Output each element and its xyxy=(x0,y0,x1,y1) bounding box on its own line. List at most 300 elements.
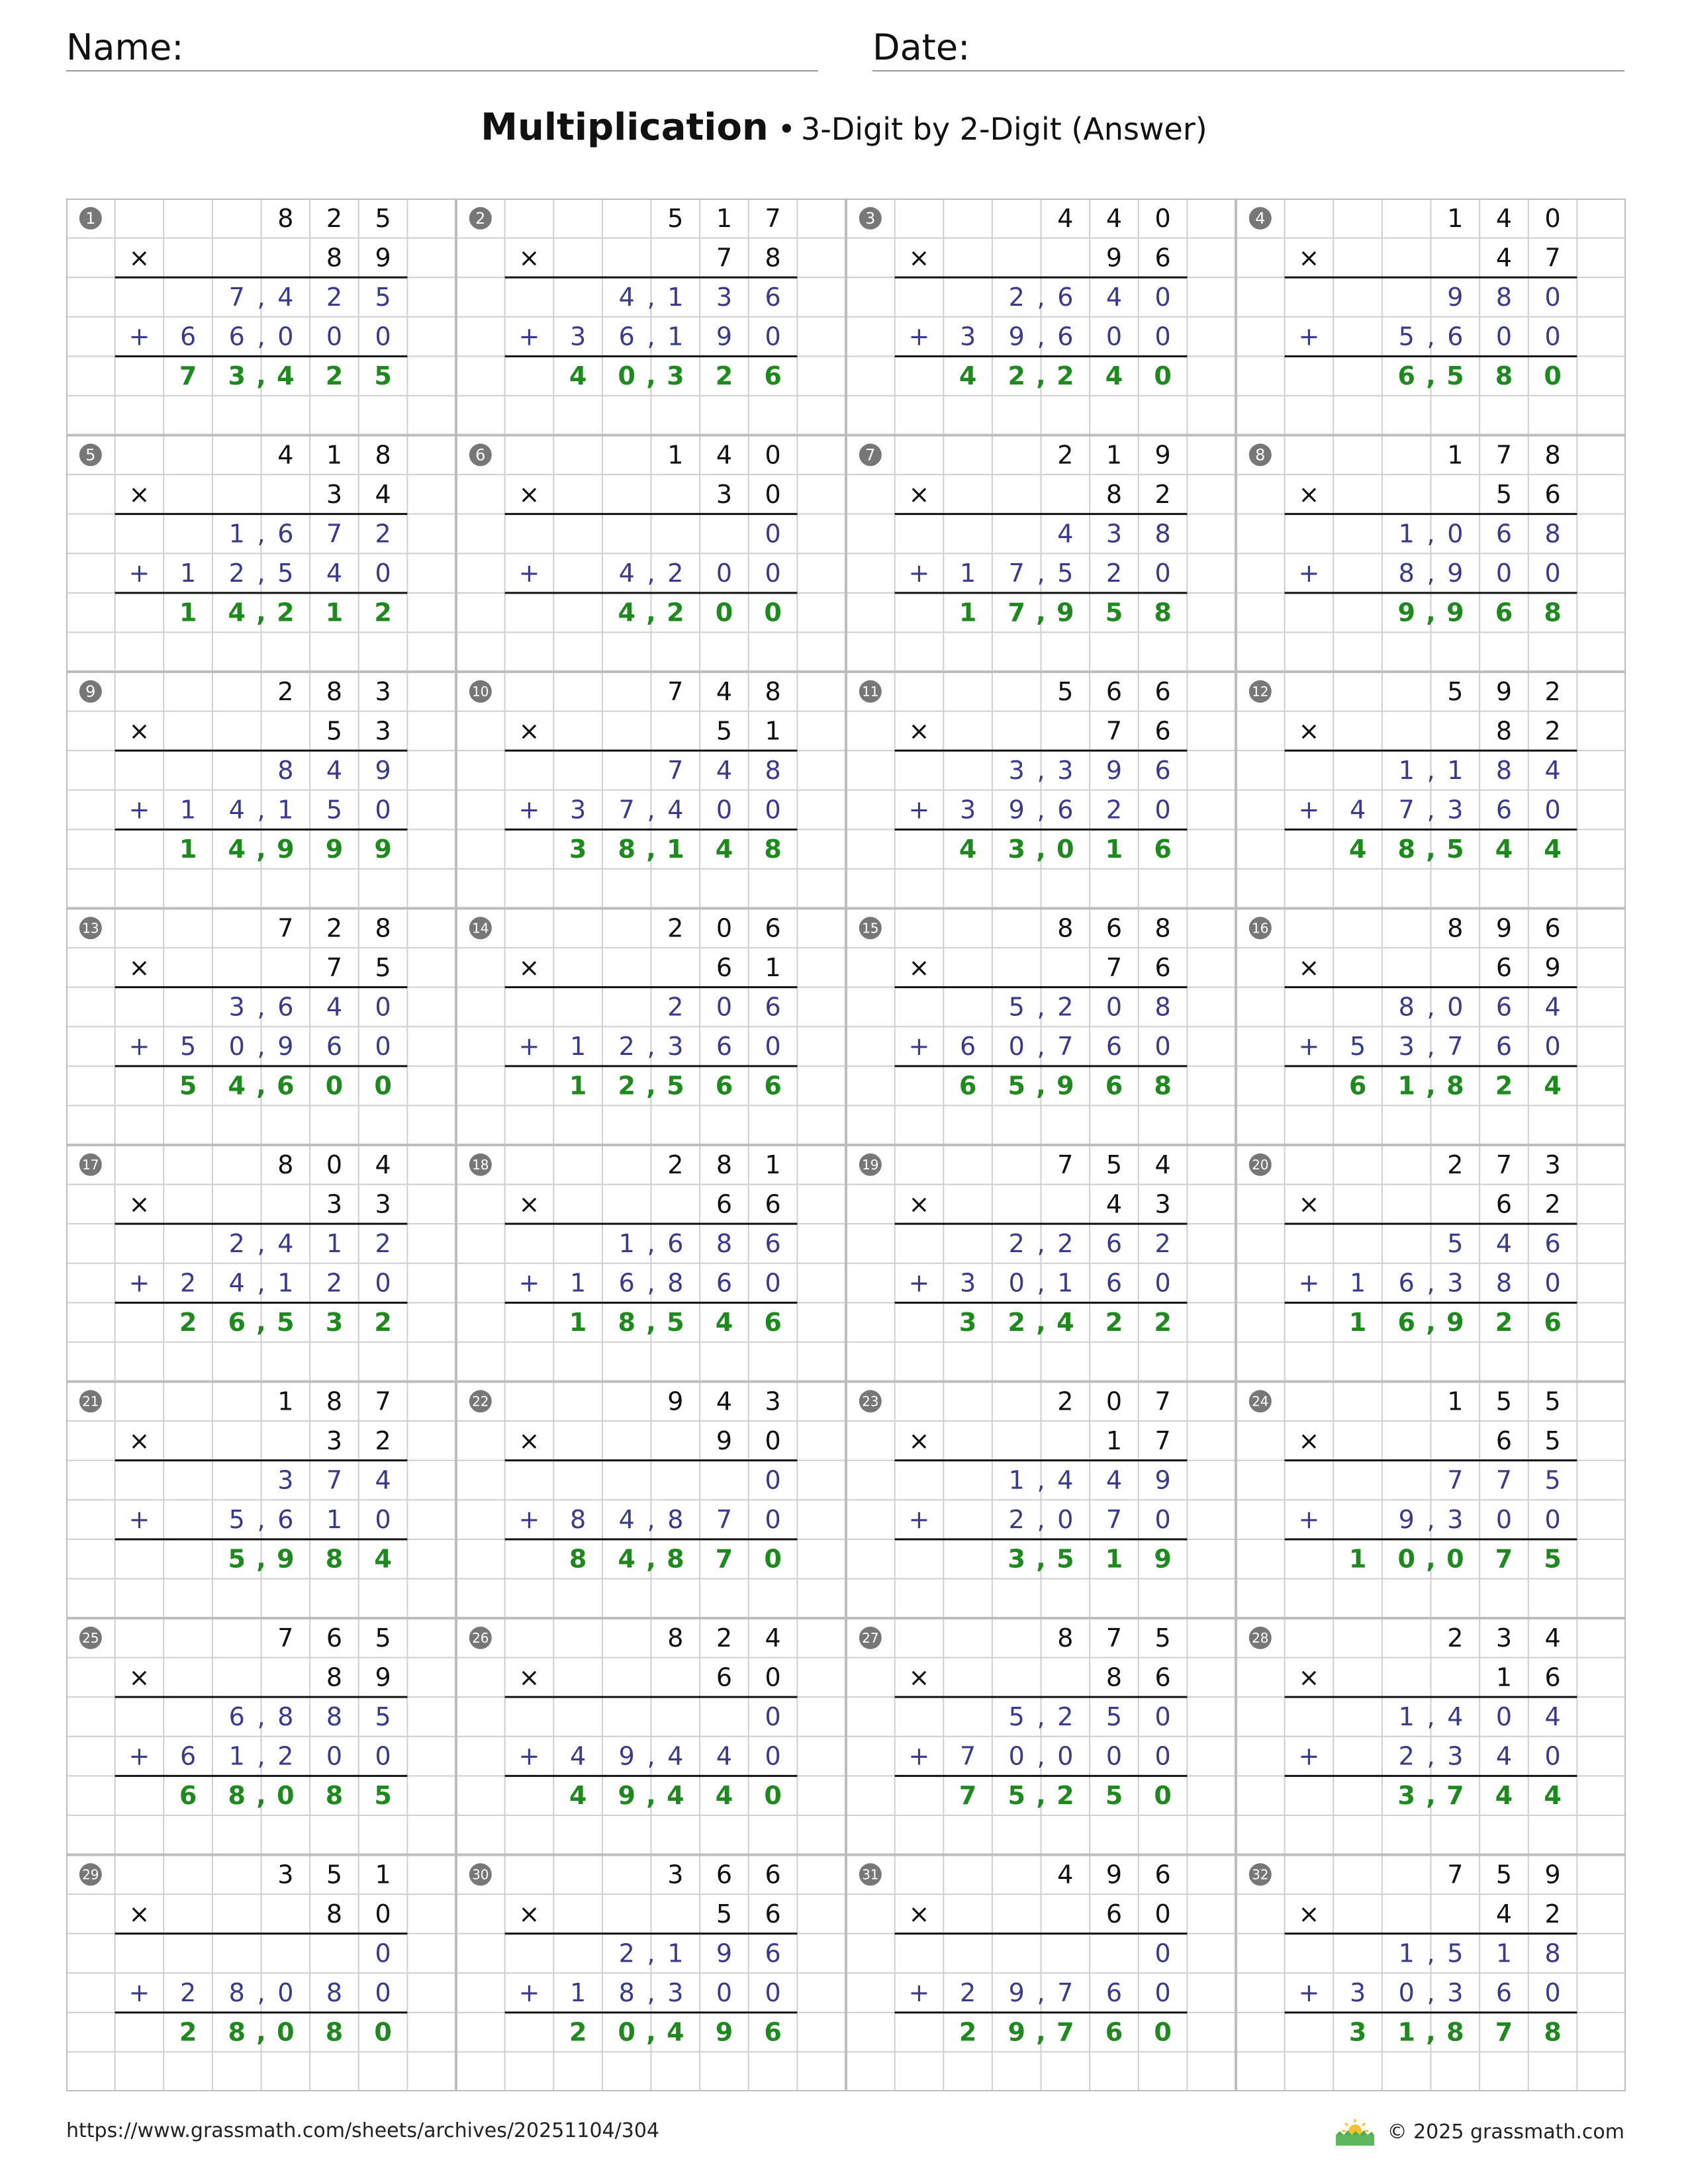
partial-product-digit: 5 xyxy=(1008,992,1025,1022)
multiplicand-digit: 6 xyxy=(1544,913,1561,943)
answer-digit: 4 xyxy=(715,1781,733,1811)
problem-number: 11 xyxy=(862,683,879,700)
answer-digit: 4 xyxy=(715,835,733,864)
problem-number: 14 xyxy=(472,920,489,936)
problem-number: 19 xyxy=(862,1156,879,1173)
answer-digit: 0 xyxy=(1397,1544,1415,1574)
answer-digit: 2 xyxy=(569,2017,587,2047)
plus-sign: + xyxy=(908,1978,930,2008)
partial-product-digit: 2 xyxy=(1008,1505,1025,1535)
comma: , xyxy=(647,1741,655,1771)
footer-url[interactable]: https://www.grassmath.com/sheets/archives/20251104/304 xyxy=(66,2119,660,2142)
multiplicand-digit: 2 xyxy=(1447,1150,1464,1179)
multiplicand-digit: 4 xyxy=(375,1150,391,1179)
times-sign: × xyxy=(1298,1899,1320,1929)
comma: , xyxy=(257,282,265,312)
partial-product-digit: 1 xyxy=(1349,1268,1366,1298)
multiplicand-digit: 1 xyxy=(1105,440,1123,470)
partial-product-digit: 3 xyxy=(1447,1505,1464,1535)
problem-number: 1 xyxy=(85,208,96,228)
partial-product-digit: 0 xyxy=(277,1978,294,2008)
answer-digit: 9 xyxy=(1446,598,1464,627)
partial-product-digit: 2 xyxy=(179,1978,197,2008)
multiplicand-digit: 1 xyxy=(277,1387,294,1416)
plus-sign: + xyxy=(1298,1741,1320,1771)
multiplier-digit: 2 xyxy=(1544,716,1561,746)
multiplier-digit: 4 xyxy=(375,479,391,509)
partial-product-digit: 0 xyxy=(1154,1268,1171,1298)
multiplicand-digit: 6 xyxy=(1154,676,1171,706)
answer-digit: 8 xyxy=(1397,835,1415,864)
partial-product-digit: 0 xyxy=(1544,1505,1561,1535)
multiplicand-digit: 4 xyxy=(716,1387,733,1416)
answer-digit: 0 xyxy=(1056,835,1074,864)
comma: , xyxy=(1426,1544,1436,1574)
multiplier-digit: 8 xyxy=(326,1662,343,1692)
multiplier-digit: 4 xyxy=(1105,1189,1123,1219)
answer-digit: 6 xyxy=(1495,598,1513,627)
comma: , xyxy=(1037,1268,1045,1298)
partial-product-digit: 7 xyxy=(1008,559,1025,588)
partial-product-digit: 0 xyxy=(375,1268,391,1298)
comma: , xyxy=(257,795,265,825)
comma: , xyxy=(1426,1071,1436,1101)
partial-product-digit: 0 xyxy=(326,322,343,351)
multiplicand-digit: 8 xyxy=(326,676,343,706)
partial-product-digit: 0 xyxy=(765,1465,781,1495)
answer-digit: 0 xyxy=(325,1071,344,1101)
partial-product-digit: 2 xyxy=(228,1228,245,1258)
partial-product-digit: 5 xyxy=(277,559,294,588)
partial-product-digit: 0 xyxy=(1057,1505,1074,1535)
partial-product-digit: 1 xyxy=(277,795,294,825)
partial-product-digit: 4 xyxy=(277,282,294,312)
answer-digit: 8 xyxy=(1544,598,1562,627)
multiplicand-digit: 8 xyxy=(667,1623,684,1653)
answer-digit: 8 xyxy=(228,2017,246,2047)
answer-digit: 0 xyxy=(374,2017,392,2047)
partial-product-digit: 6 xyxy=(765,1938,781,1968)
plus-sign: + xyxy=(908,1505,930,1535)
partial-product-digit: 6 xyxy=(228,1702,245,1731)
problem-number: 5 xyxy=(85,445,96,465)
times-sign: × xyxy=(908,1899,930,1929)
plus-sign: + xyxy=(518,795,540,825)
answer-digit: 0 xyxy=(764,1781,782,1811)
partial-product-digit: 0 xyxy=(375,1741,391,1771)
partial-product-digit: 4 xyxy=(1495,1741,1513,1771)
multiplier-digit: 5 xyxy=(1544,1426,1561,1455)
multiplicand-digit: 1 xyxy=(1447,1387,1464,1416)
multiplier-digit: 6 xyxy=(716,1662,733,1692)
multiplier-digit: 7 xyxy=(716,243,733,273)
partial-product-digit: 6 xyxy=(326,1032,343,1062)
partial-product-digit: 0 xyxy=(1544,1032,1561,1062)
answer-digit: 3 xyxy=(959,1308,977,1338)
partial-product-digit: 3 xyxy=(569,322,586,351)
answer-digit: 4 xyxy=(569,1781,587,1811)
times-sign: × xyxy=(518,479,540,509)
partial-product-digit: 7 xyxy=(959,1741,976,1771)
multiplicand-digit: 5 xyxy=(1057,676,1074,706)
multiplier-digit: 6 xyxy=(1154,1662,1171,1692)
multiplicand-digit: 7 xyxy=(277,1623,294,1653)
times-sign: × xyxy=(908,1189,930,1219)
answer-digit: 5 xyxy=(1446,835,1464,864)
answer-digit: 8 xyxy=(1446,2017,1464,2047)
partial-product-digit: 3 xyxy=(1349,1978,1366,2008)
comma: , xyxy=(1427,1978,1435,2008)
partial-product-digit: 1 xyxy=(179,795,197,825)
multiplicand-digit: 8 xyxy=(765,676,781,706)
multiplicand-digit: 2 xyxy=(1057,1387,1074,1416)
partial-product-digit: 0 xyxy=(1154,1938,1171,1968)
answer-digit: 3 xyxy=(1348,2017,1367,2047)
comma: , xyxy=(1427,1702,1435,1731)
partial-product-digit: 7 xyxy=(1398,795,1415,825)
partial-product-digit: 0 xyxy=(1447,992,1464,1022)
partial-product-digit: 0 xyxy=(375,559,391,588)
partial-product-digit: 3 xyxy=(277,1465,294,1495)
problem-number: 24 xyxy=(1252,1393,1269,1410)
answer-digit: 3 xyxy=(228,361,246,391)
multiplicand-digit: 8 xyxy=(277,203,294,233)
times-sign: × xyxy=(1298,952,1320,982)
partial-product-digit: 5 xyxy=(326,795,343,825)
answer-digit: 3 xyxy=(1008,1544,1025,1574)
partial-product-digit: 0 xyxy=(375,992,391,1022)
multiplicand-digit: 2 xyxy=(716,1623,733,1653)
multiplicand-digit: 3 xyxy=(765,1387,781,1416)
multiplier-digit: 0 xyxy=(765,1662,781,1692)
answer-digit: 9 xyxy=(277,1544,295,1574)
times-sign: × xyxy=(128,1426,150,1455)
answer-digit: 2 xyxy=(1495,1071,1513,1101)
comma: , xyxy=(1036,598,1046,627)
plus-sign: + xyxy=(128,322,150,351)
date-field[interactable] xyxy=(872,25,1624,71)
partial-product-digit: 1 xyxy=(667,282,684,312)
partial-product-digit: 0 xyxy=(765,1032,781,1062)
partial-product-digit: 0 xyxy=(765,322,781,351)
answer-digit: 4 xyxy=(618,1544,635,1574)
partial-product-digit: 8 xyxy=(1544,1938,1561,1968)
problem-number: 32 xyxy=(1252,1866,1269,1883)
partial-product-digit: 0 xyxy=(1447,519,1464,549)
partial-product-digit: 0 xyxy=(1544,1268,1561,1298)
answer-digit: 6 xyxy=(1105,2017,1123,2047)
partial-product-digit: 2 xyxy=(1057,992,1074,1022)
multiplicand-digit: 3 xyxy=(375,676,391,706)
problem-number: 18 xyxy=(472,1156,489,1173)
partial-product-digit: 4 xyxy=(1544,755,1561,785)
multiplier-digit: 6 xyxy=(1544,479,1561,509)
plus-sign: + xyxy=(518,1032,540,1062)
partial-product-digit: 7 xyxy=(228,282,245,312)
partial-product-digit: 6 xyxy=(618,322,635,351)
partial-product-digit: 8 xyxy=(326,1702,343,1731)
partial-product-digit: 6 xyxy=(1105,1032,1123,1062)
partial-product-digit: 1 xyxy=(1495,1938,1513,1968)
plus-sign: + xyxy=(518,1978,540,2008)
multiplier-digit: 8 xyxy=(1495,716,1513,746)
multiplier-digit: 6 xyxy=(765,1189,781,1219)
answer-digit: 5 xyxy=(374,361,392,391)
multiplier-digit: 0 xyxy=(765,1426,781,1455)
partial-product-digit: 0 xyxy=(1008,1032,1025,1062)
answer-digit: 6 xyxy=(179,1781,197,1811)
answer-digit: 0 xyxy=(618,361,635,391)
answer-digit: 0 xyxy=(764,598,782,627)
multiplicand-digit: 4 xyxy=(1544,1623,1561,1653)
partial-product-digit: 1 xyxy=(277,1268,294,1298)
comma: , xyxy=(256,1308,266,1338)
problem-number: 3 xyxy=(865,208,876,228)
plus-sign: + xyxy=(518,1741,540,1771)
answer-digit: 7 xyxy=(1495,2017,1513,2047)
partial-product-digit: 0 xyxy=(1495,1505,1513,1535)
partial-product-digit: 6 xyxy=(179,1741,197,1771)
worksheet-title xyxy=(0,105,1688,152)
partial-product-digit: 3 xyxy=(228,992,245,1022)
comma: , xyxy=(256,835,266,864)
partial-product-digit: 5 xyxy=(1057,559,1074,588)
problem-number: 27 xyxy=(862,1629,879,1646)
multiplier-digit: 4 xyxy=(1495,243,1513,273)
multiplicand-digit: 8 xyxy=(1057,913,1074,943)
partial-product-digit: 6 xyxy=(716,1032,733,1062)
comma: , xyxy=(1426,361,1436,391)
answer-digit: 4 xyxy=(228,835,246,864)
multiplicand-digit: 0 xyxy=(765,440,781,470)
partial-product-digit: 1 xyxy=(326,1505,343,1535)
multiplicand-digit: 2 xyxy=(1447,1623,1464,1653)
times-sign: × xyxy=(518,716,540,746)
answer-digit: 5 xyxy=(374,1781,392,1811)
multiplicand-digit: 4 xyxy=(716,440,733,470)
partial-product-digit: 8 xyxy=(1154,992,1171,1022)
answer-digit: 3 xyxy=(667,361,684,391)
answer-digit: 0 xyxy=(1544,361,1562,391)
answer-digit: 6 xyxy=(228,1308,246,1338)
partial-product-digit: 6 xyxy=(765,1228,781,1258)
partial-product-digit: 8 xyxy=(1398,559,1415,588)
answer-digit: 6 xyxy=(764,1308,782,1338)
plus-sign: + xyxy=(518,1268,540,1298)
answer-digit: 0 xyxy=(618,2017,635,2047)
partial-product-digit: 4 xyxy=(228,795,245,825)
partial-product-digit: 6 xyxy=(618,1268,635,1298)
problem-number: 4 xyxy=(1255,208,1266,228)
title-main: Multiplication xyxy=(481,106,769,149)
comma: , xyxy=(647,1505,655,1535)
multiplicand-digit: 8 xyxy=(716,1150,733,1179)
plus-sign: + xyxy=(908,795,930,825)
partial-product-digit: 7 xyxy=(1057,1032,1074,1062)
problem-grid xyxy=(66,199,1626,2091)
partial-product-digit: 5 xyxy=(1447,1228,1464,1258)
comma: , xyxy=(1427,1741,1435,1771)
multiplier-digit: 5 xyxy=(326,716,343,746)
comma: , xyxy=(1036,1071,1046,1101)
partial-product-digit: 6 xyxy=(1544,1228,1561,1258)
comma: , xyxy=(1036,1544,1046,1574)
partial-product-digit: 9 xyxy=(1447,282,1464,312)
answer-digit: 9 xyxy=(374,835,392,864)
partial-product-digit: 1 xyxy=(1398,519,1415,549)
partial-product-digit: 6 xyxy=(1105,1228,1123,1258)
comma: , xyxy=(1037,322,1045,351)
partial-product-digit: 5 xyxy=(1349,1032,1366,1062)
partial-product-digit: 3 xyxy=(1447,1741,1464,1771)
comma: , xyxy=(1037,1978,1045,2008)
answer-digit: 6 xyxy=(764,2017,782,2047)
comma: , xyxy=(646,835,656,864)
answer-digit: 1 xyxy=(1348,1308,1367,1338)
partial-product-digit: 6 xyxy=(716,1268,733,1298)
partial-product-digit: 7 xyxy=(326,1465,343,1495)
problem-number: 26 xyxy=(472,1629,489,1646)
comma: , xyxy=(646,1308,656,1338)
partial-product-digit: 6 xyxy=(1495,519,1513,549)
partial-product-digit: 7 xyxy=(667,755,684,785)
comma: , xyxy=(1426,1308,1436,1338)
partial-product-digit: 6 xyxy=(1495,1978,1513,2008)
multiplicand-digit: 5 xyxy=(1447,676,1464,706)
times-sign: × xyxy=(908,716,930,746)
partial-product-digit: 1 xyxy=(667,322,684,351)
multiplicand-digit: 3 xyxy=(277,1860,294,1889)
comma: , xyxy=(257,559,265,588)
partial-product-digit: 0 xyxy=(1154,1702,1171,1731)
partial-product-digit: 5 xyxy=(179,1032,197,1062)
answer-digit: 2 xyxy=(1056,1781,1074,1811)
answer-digit: 8 xyxy=(618,1308,635,1338)
answer-digit: 6 xyxy=(715,1071,733,1101)
multiplicand-digit: 6 xyxy=(1105,913,1123,943)
partial-product-digit: 0 xyxy=(1105,322,1123,351)
partial-product-digit: 9 xyxy=(1154,1465,1171,1495)
copyright-text: © 2025 grassmath.com xyxy=(1387,2120,1624,2144)
partial-product-digit: 0 xyxy=(326,1741,343,1771)
times-sign: × xyxy=(128,243,150,273)
multiplicand-digit: 2 xyxy=(667,1150,684,1179)
partial-product-digit: 8 xyxy=(667,1268,684,1298)
answer-digit: 8 xyxy=(228,1781,246,1811)
comma: , xyxy=(1036,1308,1046,1338)
partial-product-digit: 5 xyxy=(228,1505,245,1535)
multiplier-digit: 5 xyxy=(716,716,733,746)
partial-product-digit: 0 xyxy=(1544,1741,1561,1771)
answer-digit: 4 xyxy=(1056,1308,1074,1338)
comma: , xyxy=(647,795,655,825)
answer-digit: 9 xyxy=(1397,598,1415,627)
answer-digit: 1 xyxy=(1105,1544,1123,1574)
comma: , xyxy=(1427,992,1435,1022)
partial-product-digit: 0 xyxy=(375,1505,391,1535)
partial-product-digit: 9 xyxy=(1398,1505,1415,1535)
partial-product-digit: 4 xyxy=(1105,1465,1123,1495)
multiplicand-digit: 4 xyxy=(1495,203,1513,233)
partial-product-digit: 3 xyxy=(1398,1032,1415,1062)
partial-product-digit: 6 xyxy=(1398,1268,1415,1298)
plus-sign: + xyxy=(908,1032,930,1062)
partial-product-digit: 5 xyxy=(1008,1702,1025,1731)
answer-digit: 9 xyxy=(277,835,295,864)
answer-digit: 2 xyxy=(325,361,344,391)
partial-product-digit: 2 xyxy=(667,559,684,588)
multiplier-digit: 6 xyxy=(1495,1189,1513,1219)
name-field[interactable] xyxy=(66,25,818,71)
answer-digit: 4 xyxy=(667,1781,684,1811)
answer-digit: 2 xyxy=(1154,1308,1172,1338)
plus-sign: + xyxy=(1298,1268,1320,1298)
comma: , xyxy=(257,1032,265,1062)
answer-digit: 2 xyxy=(1008,1308,1025,1338)
partial-product-digit: 0 xyxy=(1008,1741,1025,1771)
partial-product-digit: 1 xyxy=(179,559,197,588)
multiplicand-digit: 7 xyxy=(667,676,684,706)
answer-digit: 4 xyxy=(228,1071,246,1101)
answer-digit: 5 xyxy=(1008,1071,1025,1101)
multiplier-digit: 6 xyxy=(1154,716,1171,746)
partial-product-digit: 0 xyxy=(1154,1032,1171,1062)
plus-sign: + xyxy=(128,559,150,588)
partial-product-digit: 2 xyxy=(228,559,245,588)
answer-digit: 7 xyxy=(179,361,197,391)
partial-product-digit: 1 xyxy=(959,559,976,588)
partial-product-digit: 0 xyxy=(375,322,391,351)
multiplicand-digit: 5 xyxy=(375,1623,391,1653)
multiplicand-digit: 1 xyxy=(1447,203,1464,233)
comma: , xyxy=(256,1781,266,1811)
multiplicand-digit: 6 xyxy=(1154,1860,1171,1889)
partial-product-digit: 6 xyxy=(1495,795,1513,825)
multiplier-digit: 2 xyxy=(1544,1189,1561,1219)
partial-product-digit: 8 xyxy=(326,1978,343,2008)
partial-product-digit: 6 xyxy=(1154,755,1171,785)
partial-product-digit: 9 xyxy=(1447,559,1464,588)
multiplier-digit: 7 xyxy=(1105,716,1123,746)
partial-product-digit: 1 xyxy=(569,1978,586,2008)
answer-digit: 1 xyxy=(325,598,344,627)
answer-digit: 8 xyxy=(764,835,782,864)
multiplier-digit: 7 xyxy=(1544,243,1561,273)
partial-product-digit: 9 xyxy=(1008,322,1025,351)
comma: , xyxy=(257,322,265,351)
partial-product-digit: 1 xyxy=(228,519,245,549)
plus-sign: + xyxy=(1298,795,1320,825)
partial-product-digit: 8 xyxy=(1495,755,1513,785)
answer-digit: 4 xyxy=(1544,835,1562,864)
answer-digit: 1 xyxy=(1105,835,1123,864)
comma: , xyxy=(1427,559,1435,588)
multiplier-digit: 7 xyxy=(1154,1426,1171,1455)
multiplicand-digit: 7 xyxy=(1154,1387,1171,1416)
plus-sign: + xyxy=(128,1741,150,1771)
partial-product-digit: 2 xyxy=(618,1938,635,1968)
times-sign: × xyxy=(908,1426,930,1455)
times-sign: × xyxy=(128,1662,150,1692)
multiplicand-digit: 6 xyxy=(716,1860,733,1889)
multiplier-digit: 3 xyxy=(1154,1189,1171,1219)
answer-digit: 5 xyxy=(1008,1781,1025,1811)
multiplicand-digit: 6 xyxy=(765,913,781,943)
partial-product-digit: 0 xyxy=(765,1741,781,1771)
partial-product-digit: 4 xyxy=(1544,992,1561,1022)
answer-digit: 0 xyxy=(1446,1544,1464,1574)
multiplicand-digit: 9 xyxy=(667,1387,684,1416)
